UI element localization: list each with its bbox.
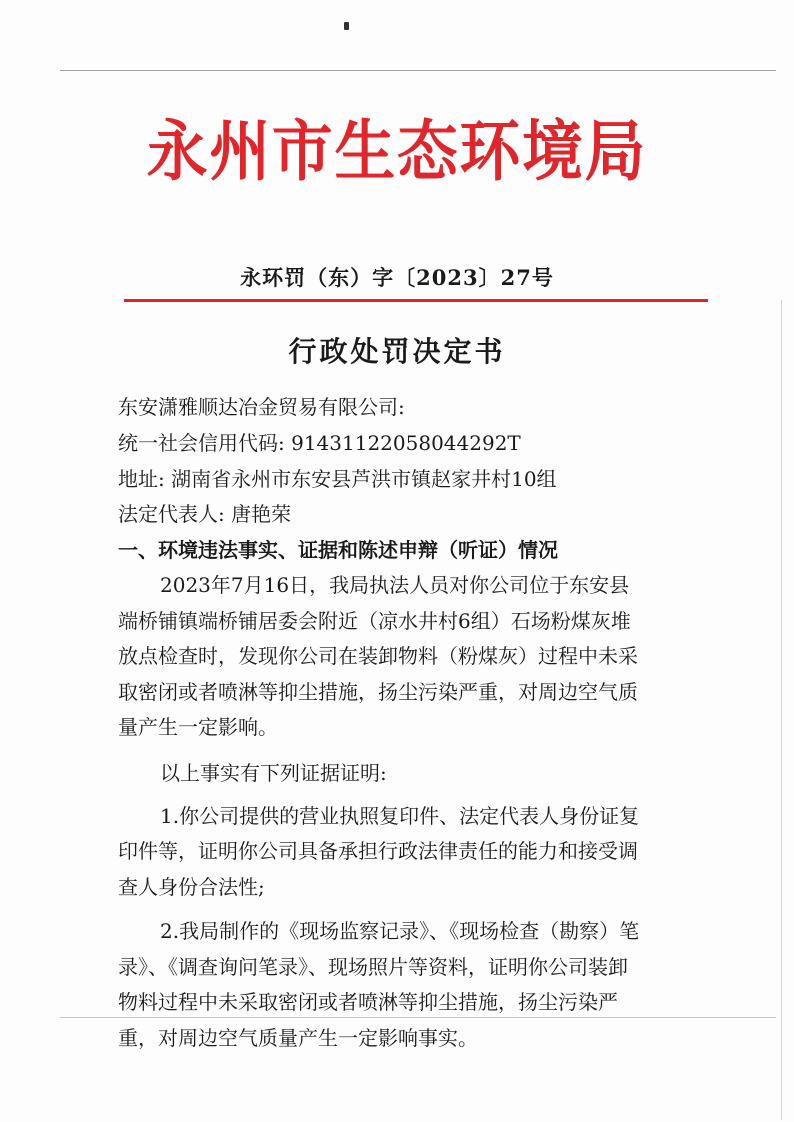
evidence-1-line: 印件等，证明你公司具备承担行政法律责任的能力和接受调 <box>118 839 638 863</box>
evidence-2-line: 物料过程中未采取密闭或者喷淋等抑尘措施，扬尘污染严 <box>118 990 618 1014</box>
document-number: 永环罚（东）字〔2023〕27号 <box>240 265 554 290</box>
facts-line: 端桥铺镇端桥铺居委会附近（凉水井村6组）石场粉煤灰堆 <box>118 609 631 633</box>
evidence-2-line: 2.我局制作的《现场监察记录》、《现场检查（勘察）笔 <box>160 919 640 943</box>
facts-line: 量产生一定影响。 <box>118 715 278 739</box>
evidence-intro: 以上事实有下列证据证明: <box>160 761 387 785</box>
scan-line <box>60 70 776 71</box>
red-divider-line <box>124 299 708 302</box>
evidence-2-line: 重，对周边空气质量产生一定影响事实。 <box>118 1026 478 1050</box>
facts-line: 放点检查时，发现你公司在装卸物料（粉煤灰）过程中未采 <box>118 644 638 668</box>
evidence-1-line: 1.你公司提供的营业执照复印件、法定代表人身份证复 <box>160 804 640 828</box>
scan-line <box>60 1017 776 1018</box>
evidence-2-line: 录》、《调查询问笔录》、现场照片等资料，证明你公司装卸 <box>118 955 628 979</box>
letterhead-title: 永州市生态环境局 <box>146 112 648 190</box>
document-title: 行政处罚决定书 <box>288 335 506 368</box>
evidence-1-line: 查人身份合法性; <box>118 875 265 899</box>
legal-representative: 法定代表人: 唐艳荣 <box>118 502 292 526</box>
scan-speck <box>344 22 349 30</box>
facts-line: 2023年7月16日，我局执法人员对你公司位于东安县 <box>160 573 630 597</box>
page-edge <box>781 300 782 1120</box>
address: 地址: 湖南省永州市东安县芦洪市镇赵家井村10组 <box>118 467 557 491</box>
facts-line: 取密闭或者喷淋等抑尘措施，扬尘污染严重，对周边空气质 <box>118 680 638 704</box>
company-name: 东安潇雅顺达冶金贸易有限公司: <box>118 395 405 419</box>
credit-code: 统一社会信用代码: 91431122058044292T <box>118 431 521 455</box>
section-heading: 一、环境违法事实、证据和陈述申辩（听证）情况 <box>118 538 558 562</box>
